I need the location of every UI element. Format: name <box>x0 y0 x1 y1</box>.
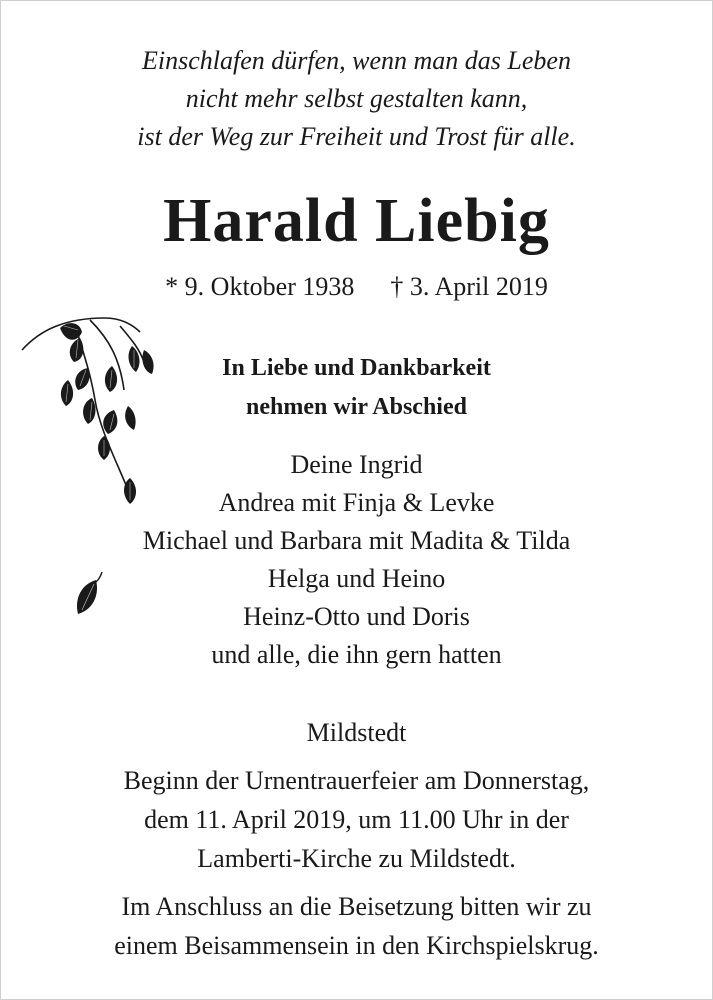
afterward-line-2: einem Beisammensein in den Kirchspielskrug. <box>114 931 599 960</box>
ceremony-line-3: Lamberti-Kirche zu Mildstedt. <box>197 844 516 873</box>
family-member: Helga und Heino <box>267 564 446 593</box>
family-member: Deine Ingrid <box>290 450 423 479</box>
afterward-line-1: Im Anschluss an die Beisetzung bitten wir zu <box>121 892 592 921</box>
ceremony-line-1: Beginn der Urnentrauerfeier am Donnerstag, <box>123 766 590 795</box>
quote-line-1: Einschlafen dürfen, wenn man das Leben <box>142 46 571 75</box>
family-member: Michael und Barbara mit Madita & Tilda <box>142 526 571 555</box>
family-member: Heinz-Otto und Doris <box>243 602 470 631</box>
birth-date: * 9. Oktober 1938 <box>165 272 355 301</box>
deceased-name: Harald Liebig <box>163 187 550 255</box>
ceremony-line-2: dem 11. April 2019, um 11.00 Uhr in der <box>144 805 569 834</box>
quote-line-3: ist der Weg zur Freiheit und Trost für alle. <box>137 122 576 151</box>
family-member: Andrea mit Finja & Levke <box>218 488 495 517</box>
place: Mildstedt <box>306 718 407 747</box>
life-dates <box>0 272 713 302</box>
family-member: und alle, die ihn gern hatten <box>211 640 502 669</box>
quote-line-2: nicht mehr selbst gestalten kann, <box>185 84 528 113</box>
farewell-heading-line-2: nehmen wir Abschied <box>246 394 467 420</box>
farewell-heading-line-1: In Liebe und Dankbarkeit <box>222 355 491 381</box>
death-date: † 3. April 2019 <box>390 272 548 301</box>
